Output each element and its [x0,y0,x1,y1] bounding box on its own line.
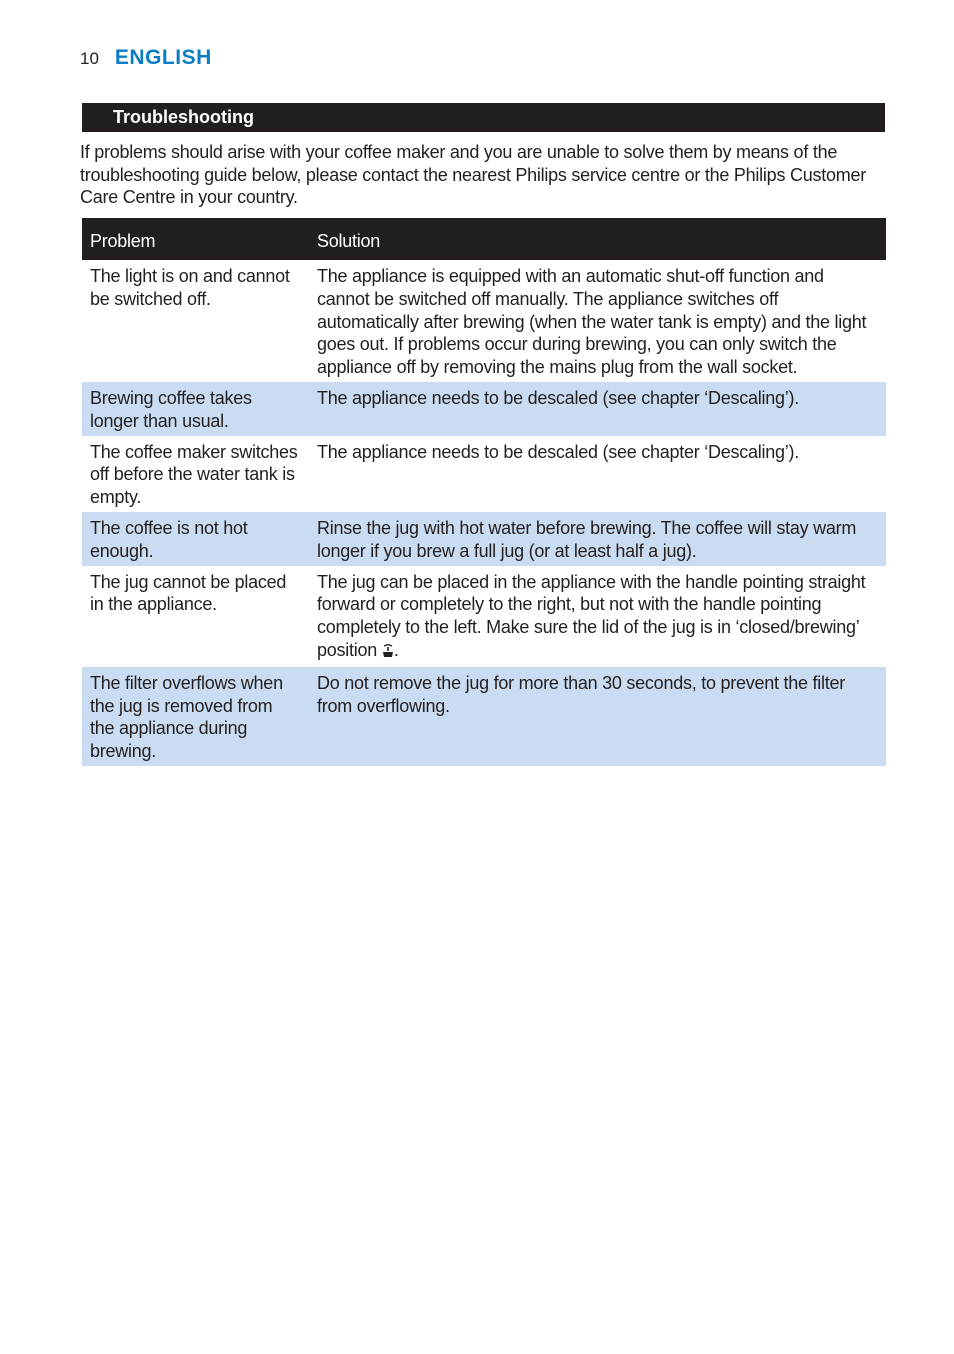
section-title-bar [82,103,885,132]
table-row [82,667,886,766]
troubleshooting-table [82,218,886,766]
table-row [82,260,886,382]
solution-cell: The appliance is equipped with an automatic shut-off function and cannot be switched off manually. The appliance switches off automatically after brewing (when the water tank is empty) and the light goes out. If problems occur during brewing, you can only switch the appliance off by removing the mains plug from the wall socket. [317,266,867,378]
table-header-row [82,218,886,260]
solution-cell: The appliance needs to be descaled (see chapter ‘Descaling’). [309,382,886,436]
intro-paragraph: If problems should arise with your coffee maker and you are unable to solve them by means of the troubleshooting guide below, please contact the nearest Philips service centre or the Philips Customer Care Centre in your country. [80,142,866,207]
closed-brewing-position-icon [382,641,394,664]
solution-cell: Do not remove the jug for more than 30 seconds, to prevent the filter from overflowing. [309,667,886,766]
table-row [82,566,886,667]
problem-cell: The filter overflows when the jug is removed from the appliance during brewing. [82,667,309,766]
solution-cell: Rinse the jug with hot water before brewing. The coffee will stay warm longer if you brew a full jug (or at least half a jug). [309,512,886,566]
language-heading: ENGLISH [114,46,212,69]
solution-text-end: . [393,639,399,660]
solution-column-header: Solution [309,218,886,260]
problem-cell: The coffee maker switches off before the water tank is empty. [90,441,298,508]
problem-cell: Brewing coffee takes longer than usual. [82,382,309,436]
solution-text: The jug can be placed in the appliance with the handle pointing straight forward or completely to the right, but not with the handle pointing completely to the left. Make sure the lid of the jug is in ‘closed/brewing’ position [317,571,866,660]
problem-cell: The light is on and cannot be switched off. [90,266,290,309]
page-header [80,46,212,76]
section-title: Troubleshooting [113,107,254,127]
table-row [82,512,886,566]
solution-cell [309,566,886,667]
problem-cell: The jug cannot be placed in the appliance. [90,571,287,615]
page-number: 10 [80,49,99,68]
solution-cell: The appliance needs to be descaled (see chapter ‘Descaling’). [317,441,800,462]
problem-cell: The coffee is not hot enough. [82,512,309,566]
problem-column-header: Problem [82,218,309,260]
table-row [82,436,886,512]
table-row [82,382,886,436]
